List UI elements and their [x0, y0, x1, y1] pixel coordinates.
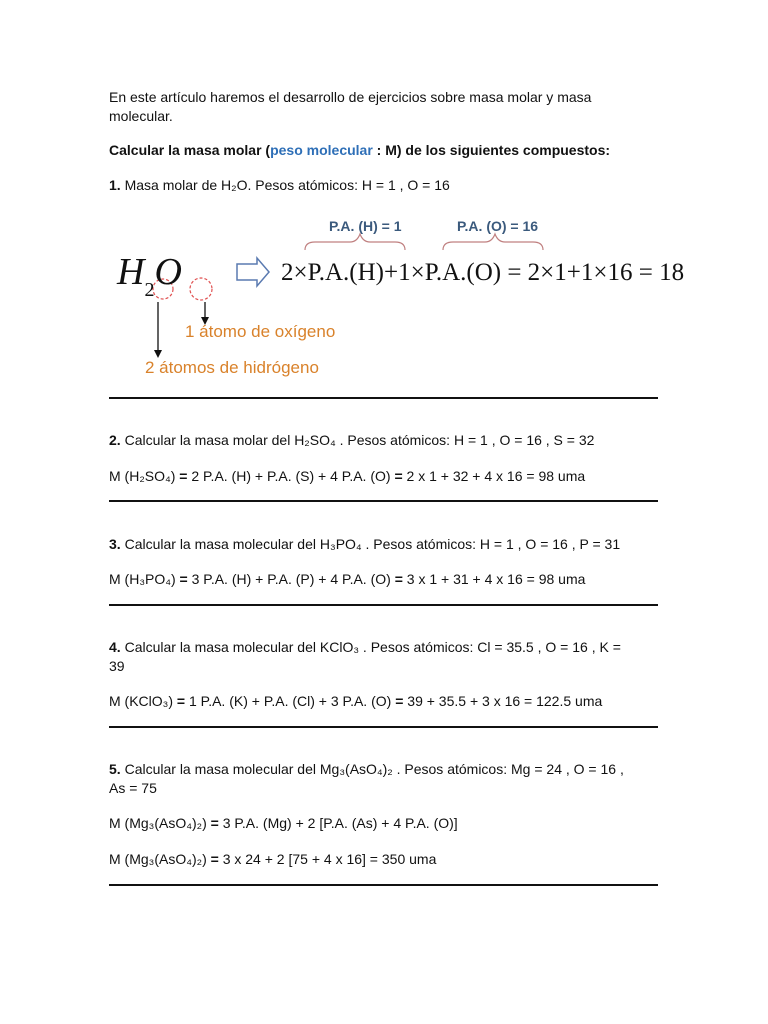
eq-mid: 3 P.A. (H) + P.A. (P) + 4 P.A. (O) — [191, 571, 391, 587]
note-oxygen: 1 átomo de oxígeno — [185, 322, 336, 341]
heading-prefix: Calcular la masa molar ( — [109, 142, 271, 158]
formula-sub: 2 — [144, 279, 155, 301]
eq-right: 3 x 24 + 2 [75 + 4 x 16] = 350 uma — [222, 851, 437, 867]
exercise-4-equation: M (KClO₃) = 1 P.A. (K) + P.A. (Cl) + 3 P.A. (O) = 39 + 35.5 + 3 x 16 = 122.5 uma — [109, 693, 603, 709]
exercise-number: 4. — [109, 639, 121, 655]
heading-suffix: : M) de los siguientes compuestos: — [372, 142, 611, 158]
eq-left: M (H₂SO₄) — [109, 468, 176, 484]
arrow-h-head — [154, 350, 162, 358]
exercise-text-cont: As = 75 — [109, 780, 157, 796]
exercise-number: 2. — [109, 432, 121, 448]
eq-right: 3 x 1 + 31 + 4 x 16 = 98 uma — [406, 571, 586, 587]
brace-o — [443, 234, 543, 250]
exercise-text: Masa molar de H₂O. Pesos atómicos: H = 1 , O = 16 — [124, 177, 450, 193]
eq-left: M (KClO₃) — [109, 693, 174, 709]
exercise-text: Calcular la masa molecular del H₃PO₄ . Pesos atómicos: H = 1 , O = 16 , P = 31 — [124, 536, 621, 552]
eq-right: 2 x 1 + 32 + 4 x 16 = 98 uma — [406, 468, 586, 484]
exercise-1-statement — [109, 176, 669, 195]
section-heading — [109, 141, 669, 160]
figure-equation: 2×P.A.(H)+1×P.A.(O) = 2×1+1×16 = 18 — [281, 259, 685, 286]
label-pa-o: P.A. (O) = 16 — [457, 218, 539, 234]
eq-left: M (Mg₃(AsO₄)₂) — [109, 851, 207, 867]
eq-mid: 2 P.A. (H) + P.A. (S) + 4 P.A. (O) — [191, 468, 391, 484]
exercise-text-cont: 39 — [109, 658, 125, 674]
exercise-1-figure — [105, 212, 755, 387]
exercise-text: Calcular la masa molecular del KClO₃ . Pesos atómicos: Cl = 35.5 , O = 16 , K = — [124, 639, 621, 655]
eq-left: M (Mg₃(AsO₄)₂) — [109, 815, 207, 831]
note-hydrogen: 2 átomos de hidrógeno — [145, 358, 319, 377]
exercise-5-statement — [109, 760, 669, 798]
divider — [109, 604, 658, 606]
intro-paragraph: En este artículo haremos el desarrollo de ejercicios sobre masa molar y masa molecular. — [109, 89, 592, 124]
exercise-3-equation: M (H₃PO₄) = 3 P.A. (H) + P.A. (P) + 4 P.A. (O) = 3 x 1 + 31 + 4 x 16 = 98 uma — [109, 571, 586, 587]
exercise-text: Calcular la masa molar del H₂SO₄ . Pesos atómicos: H = 1 , O = 16 , S = 32 — [124, 432, 595, 448]
exercise-5-equation-2: M (Mg₃(AsO₄)₂) = 3 x 24 + 2 [75 + 4 x 16] = 350 uma — [109, 851, 437, 867]
exercise-3-statement — [109, 535, 669, 554]
divider — [109, 726, 658, 728]
label-pa-h: P.A. (H) = 1 — [329, 218, 402, 234]
eq-left: M (H₃PO₄) — [109, 571, 176, 587]
eq-right: 3 P.A. (Mg) + 2 [P.A. (As) + 4 P.A. (O)] — [222, 815, 458, 831]
exercise-number: 5. — [109, 761, 121, 777]
implies-arrow-icon — [237, 258, 269, 286]
exercise-number: 1. — [109, 177, 121, 193]
divider — [109, 884, 658, 886]
heading-highlight: peso molecular — [270, 142, 373, 158]
exercise-text: Calcular la masa molecular del Mg₃(AsO₄)₂ . Pesos atómicos: Mg = 24 , O = 16 , — [124, 761, 624, 777]
exercise-2-equation: M (H₂SO₄) = 2 P.A. (H) + P.A. (S) + 4 P.A. (O) = 2 x 1 + 32 + 4 x 16 = 98 uma — [109, 468, 586, 484]
dashed-circle-o — [190, 278, 212, 300]
formula-h2o — [117, 250, 182, 300]
eq-right: 39 + 35.5 + 3 x 16 = 122.5 uma — [407, 693, 603, 709]
eq-mid: 1 P.A. (K) + P.A. (Cl) + 3 P.A. (O) — [189, 693, 392, 709]
exercise-4-statement — [109, 638, 669, 676]
formula-o: O — [154, 251, 182, 293]
brace-h — [305, 234, 405, 250]
exercise-number: 3. — [109, 536, 121, 552]
formula-h: H — [117, 251, 145, 293]
exercise-2-statement — [109, 431, 669, 450]
exercise-5-equation-1: M (Mg₃(AsO₄)₂) = 3 P.A. (Mg) + 2 [P.A. (As) + 4 P.A. (O)] — [109, 815, 458, 831]
divider — [109, 397, 658, 399]
divider — [109, 500, 658, 502]
